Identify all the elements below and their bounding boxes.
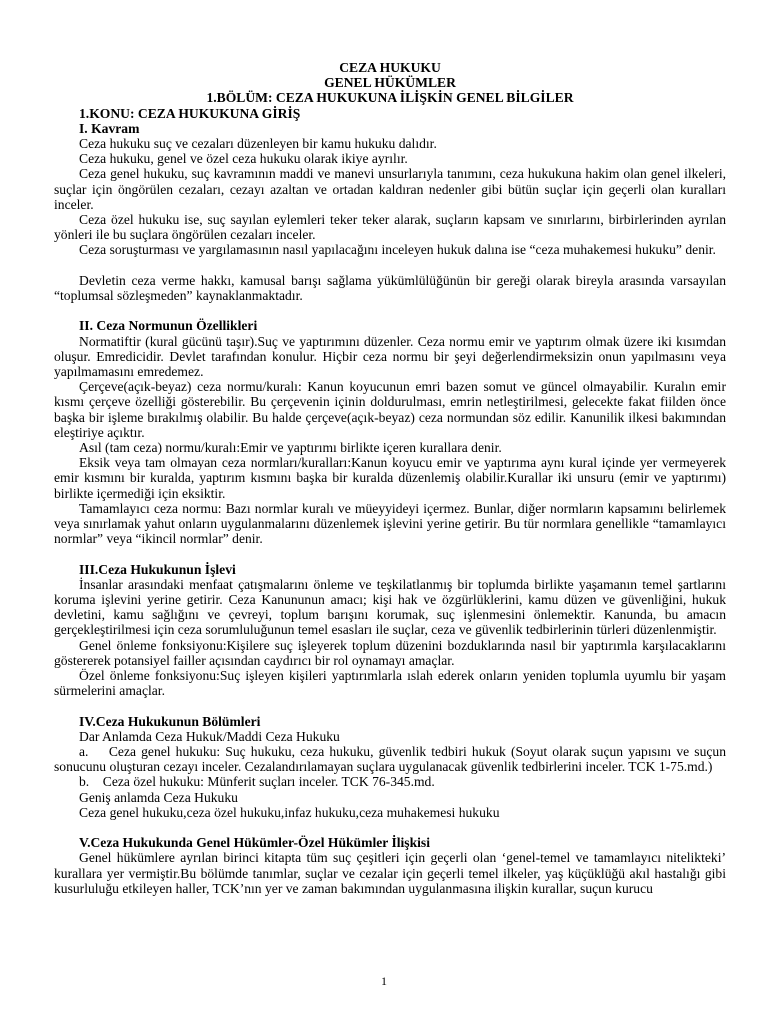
topic-heading: 1.KONU: CEZA HUKUKUNA GİRİŞ: [79, 105, 301, 121]
paragraph: Ceza hukuku suç ve cezaları düzenleyen bir kamu hukuku dalıdır.: [79, 136, 437, 152]
paragraph: İnsanlar arasındaki menfaat çatışmalarını önleme ve teşkilatlanmış bir toplumda birlikte yaşamanın temel şartlarını koruma işlevini yerine getirir. Ceza Kanununun amacı; kişi hak ve özgürlüklerini, kamu düzen ve güvenliğini, hukuk devletini, kamu sağlığını ve çevreyi, toplum barışını korumak, suç işlenmesini önlemektir. Kanunda, bu amacın gerçekleştirilmesi için ceza sorumluluğunun temel esasları ile suçlar, ceza ve güvenlik tedbirlerinin türleri düzenlenmiştir.: [54, 576, 726, 638]
subheading: Dar Anlamda Ceza Hukuk/Maddi Ceza Hukuku: [79, 728, 340, 744]
paragraph: Devletin ceza verme hakkı, kamusal barışı sağlama yükümlülüğünün bir gereği olarak bireyla arasında varsayılan “toplumsal sözleşmeden” kaynaklanmaktadır.: [54, 272, 726, 304]
list-item: b. Ceza özel hukuku: Münferit suçları inceler. TCK 76-345.md.: [79, 774, 435, 790]
spacer: [54, 303, 726, 318]
paragraph: Ceza özel hukuku ise, suç sayılan eylemleri teker teker alarak, suçların kapsam ve sınırlarını, birbirlerinden ayrılan yönleri ile bu suçlara öngörülen cezaları inceler.: [54, 212, 726, 243]
chapter-title: 1.BÖLÜM: CEZA HUKUKUNA İLİŞKİN GENEL BİLGİLER: [206, 90, 574, 106]
paragraph: Ceza genel hukuku,ceza özel hukuku,infaz hukuku,ceza muhakemesi hukuku: [79, 804, 500, 820]
document-subtitle: GENEL HÜKÜMLER: [324, 75, 456, 91]
subheading: Geniş anlamda Ceza Hukuku: [79, 789, 238, 805]
paragraph: Normatiftir (kural gücünü taşır).Suç ve yaptırımını düzenler. Ceza normu emir ve yaptırım olmak üzere iki kısımdan oluşur. Emredicidir. Devlet tarafından konulur. Hiçbir ceza normu bir şeyi değerlendirmeksizin onun yapılmasını veya yapılmamasını emredemez.: [54, 333, 726, 380]
document-body: [54, 60, 726, 896]
spacer: [54, 258, 726, 273]
section-heading-islev: III.Ceza Hukukunun İşlevi: [79, 561, 236, 577]
spacer: [54, 698, 726, 713]
spacer: [54, 820, 726, 835]
paragraph: Ceza soruşturması ve yargılamasının nasıl yapılacağını inceleyen hukuk dalına ise “ceza muhakemesi hukuku” denir.: [79, 242, 716, 258]
paragraph: Asıl (tam ceza) normu/kuralı:Emir ve yaptırımı birlikte içeren kurallara denir.: [79, 440, 502, 456]
paragraph: Ceza hukuku, genel ve özel ceza hukuku olarak ikiye ayrılır.: [79, 151, 408, 167]
paragraph: Eksik veya tam olmayan ceza normları/kuralları:Kanun koyucu emir ve yaptırıma aynı kural içinde yer vermeyerek emir kısmını bir kuralda, yaptırım kısmını başka bir kuralda düzenlemiş olabilir.Kurallar iki unsuru (emir ve yaptırımı) birlikte içermediği için eksiktir.: [54, 455, 726, 501]
spacer: [54, 546, 726, 561]
section-heading-iliski: V.Ceza Hukukunda Genel Hükümler-Özel Hükümler İlişkisi: [79, 835, 430, 851]
section-heading-norm: II. Ceza Normunun Özellikleri: [79, 318, 258, 334]
page-number: 1: [381, 974, 387, 988]
document-title: CEZA HUKUKU: [339, 60, 441, 75]
paragraph: Çerçeve(açık-beyaz) ceza normu/kuralı: Kanun koyucunun emri bazen somut ve güncel olmayabilir. Kuralın emir kısmı çerçeve özelliği gösterebilir. Bu çerçevenin içinin doldurulması, emrin netleştirilmesi, gelecekte fakat fiilden önce başka bir işleme bırakılmış olabilir. Bu halde çerçeve(açık-beyaz) ceza normundan söz edilir. Kanunilik ilkesi bakımından eleştiriye açıktır.: [54, 379, 726, 440]
section-heading-bolumler: IV.Ceza Hukukunun Bölümleri: [79, 713, 261, 729]
paragraph: Ceza genel hukuku, suç kavramının maddi ve manevi unsurlarıyla tanımını, ceza hukukuna hakim olan genel ilkeleri, suçlar için öngörülen cezaları, cezayı azaltan ve ortadan kaldıran nedenler gibi bütün suçlar için geçerli olan kuralları inceler.: [54, 166, 726, 212]
paragraph: Özel önleme fonksiyonu:Suç işleyen kişileri yaptırımlarla ıslah ederek onların yeniden toplumla uyumlu bir yaşam sürmelerini amaçlar.: [54, 668, 726, 699]
paragraph: Genel önleme fonksiyonu:Kişilere suç işleyerek toplum düzenini bozduklarında nasıl bir yaptırımla karşılacaklarını göstererek potansiyel failler açısından caydırıcı bir rol oynamayı amaçlar.: [54, 637, 726, 668]
paragraph: Genel hükümlere ayrılan birinci kitapta tüm suç çeşitleri için geçerli olan ‘genel-temel ve tamamlayıcı nitelikteki’ kurallara yer vermiştir.Bu bölümde tanımlar, suçlar ve cezalar için geçerli temel ilkeler, yaş küçüklüğü akıl hastalığı gibi kusurluluğu etkileyen haller, TCK’nın yer ve zaman bakımından uygulanmasına ilişkin kurallar, suçun kurucu: [54, 850, 726, 896]
section-heading-kavram: I. Kavram: [79, 120, 140, 136]
list-item: a. Ceza genel hukuku: Suç hukuku, ceza hukuku, güvenlik tedbiri hukuk (Soyut olarak suçun yapısını ve suçun sonucunu oluşturan cezayı inceler. Cezalandırılamayan suçlara uygulanacak güvenlik tedbirlerini inceler. TCK 1-75.md.): [54, 744, 726, 775]
paragraph: Tamamlayıcı ceza normu: Bazı normlar kuralı ve müeyyideyi içermez. Bunlar, diğer normların kapsamını belirlemek veya sınırlamak yahut onların uygulanmalarını düzenlemek işlevini yerine getirir. Bu tür normlara genellikle “tamamlayıcı normlar” veya “ikincil normlar” denir.: [54, 500, 726, 547]
